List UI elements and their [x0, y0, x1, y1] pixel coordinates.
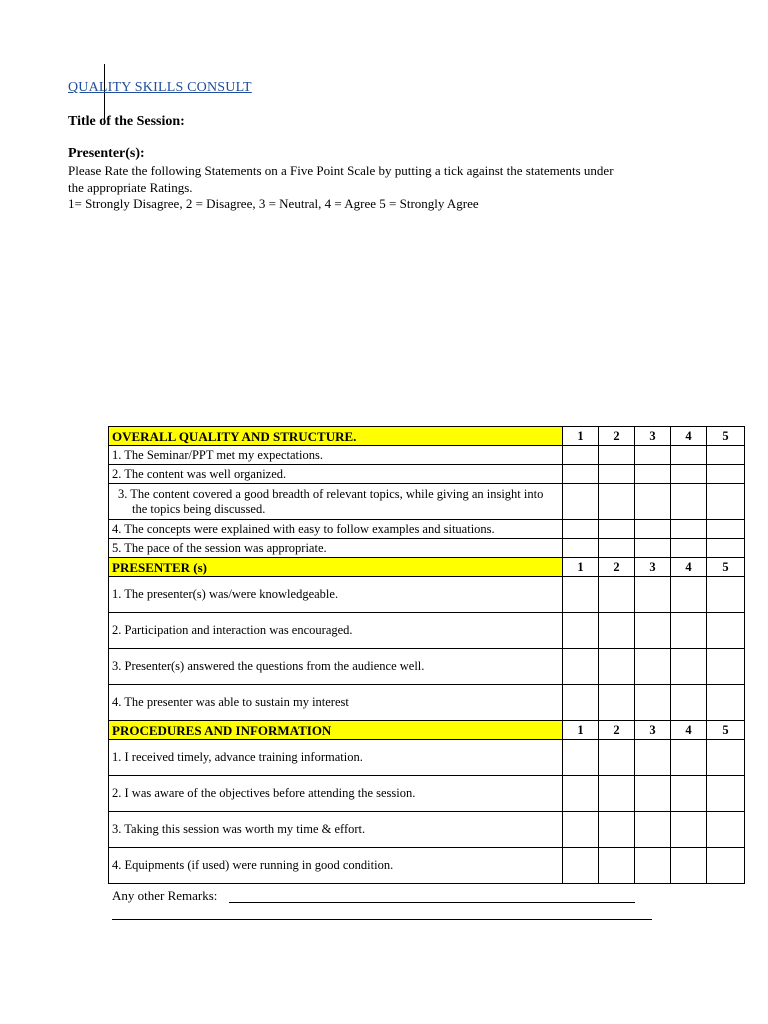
- rating-cell[interactable]: [635, 539, 671, 558]
- rating-cell[interactable]: [707, 484, 745, 520]
- statement: 3. Presenter(s) answered the questions from the audience well.: [109, 649, 563, 685]
- table-row: [109, 484, 745, 520]
- statement: [109, 484, 563, 520]
- rating-header-2: 2: [599, 721, 635, 740]
- statement: 1. The presenter(s) was/were knowledgeable.: [109, 577, 563, 613]
- statement: 2. The content was well organized.: [109, 465, 563, 484]
- rating-cell[interactable]: [599, 446, 635, 465]
- rating-cell[interactable]: [635, 520, 671, 539]
- instructions-line-2: the appropriate Ratings.: [68, 179, 193, 195]
- presenter-label: Presenter(s):: [68, 146, 145, 161]
- rating-cell[interactable]: [599, 577, 635, 613]
- rating-cell[interactable]: [635, 484, 671, 520]
- table-row: [109, 520, 745, 539]
- section-header-row: [109, 721, 745, 740]
- table-row: [109, 740, 745, 776]
- rating-cell[interactable]: [563, 685, 599, 721]
- rating-cell[interactable]: [707, 465, 745, 484]
- statement: 4. The presenter was able to sustain my interest: [109, 685, 563, 721]
- statement: 5. The pace of the session was appropriate.: [109, 539, 563, 558]
- remarks-line-2[interactable]: [112, 919, 652, 920]
- rating-scale-legend: 1= Strongly Disagree, 2 = Disagree, 3 = Neutral, 4 = Agree 5 = Strongly Agree: [68, 196, 479, 211]
- rating-cell[interactable]: [599, 740, 635, 776]
- rating-cell[interactable]: [707, 776, 745, 812]
- section-title: PROCEDURES AND INFORMATION: [109, 721, 563, 740]
- rating-cell[interactable]: [671, 812, 707, 848]
- remarks-line-1[interactable]: [229, 902, 635, 903]
- rating-header-3: 3: [635, 721, 671, 740]
- rating-cell[interactable]: [671, 613, 707, 649]
- statement: 4. The concepts were explained with easy to follow examples and situations.: [109, 520, 563, 539]
- remarks-label: Any other Remarks:: [112, 888, 218, 903]
- rating-cell[interactable]: [635, 848, 671, 884]
- table-row: [109, 613, 745, 649]
- rating-cell[interactable]: [599, 613, 635, 649]
- section-title: PRESENTER (s): [109, 558, 563, 577]
- rating-cell[interactable]: [671, 577, 707, 613]
- rating-cell[interactable]: [599, 848, 635, 884]
- rating-cell[interactable]: [599, 520, 635, 539]
- statement: 1. The Seminar/PPT met my expectations.: [109, 446, 563, 465]
- table-row: [109, 577, 745, 613]
- rating-header-1: 1: [563, 721, 599, 740]
- rating-cell[interactable]: [563, 848, 599, 884]
- rating-cell[interactable]: [707, 446, 745, 465]
- rating-cell[interactable]: [671, 520, 707, 539]
- rating-cell[interactable]: [707, 577, 745, 613]
- rating-header-2: 2: [599, 427, 635, 446]
- rating-cell[interactable]: [707, 740, 745, 776]
- section-header-row: [109, 558, 745, 577]
- instructions: [68, 163, 668, 213]
- rating-cell[interactable]: [671, 776, 707, 812]
- rating-cell[interactable]: [635, 465, 671, 484]
- table-row: [109, 649, 745, 685]
- organization-name[interactable]: QUALITY SKILLS CONSULT: [68, 80, 252, 95]
- rating-cell[interactable]: [563, 539, 599, 558]
- rating-header-4: 4: [671, 558, 707, 577]
- statement: 3. Taking this session was worth my time & effort.: [109, 812, 563, 848]
- statement: 2. Participation and interaction was encouraged.: [109, 613, 563, 649]
- rating-cell[interactable]: [707, 812, 745, 848]
- table-row: [109, 465, 745, 484]
- rating-cell[interactable]: [707, 539, 745, 558]
- rating-cell[interactable]: [599, 465, 635, 484]
- table-row: [109, 539, 745, 558]
- rating-cell[interactable]: [599, 539, 635, 558]
- rating-cell[interactable]: [563, 520, 599, 539]
- table-row: [109, 446, 745, 465]
- section-header-row: [109, 427, 745, 446]
- rating-header-4: 4: [671, 721, 707, 740]
- session-title-label: Title of the Session:: [68, 114, 185, 129]
- table-row: [109, 812, 745, 848]
- rating-cell[interactable]: [635, 812, 671, 848]
- rating-cell[interactable]: [707, 685, 745, 721]
- rating-cell[interactable]: [599, 484, 635, 520]
- rating-cell[interactable]: [563, 740, 599, 776]
- rating-cell[interactable]: [635, 685, 671, 721]
- rating-header-3: 3: [635, 427, 671, 446]
- rating-cell[interactable]: [671, 465, 707, 484]
- section-title: OVERALL QUALITY AND STRUCTURE.: [109, 427, 563, 446]
- rating-cell[interactable]: [635, 740, 671, 776]
- table-row: [109, 848, 745, 884]
- rating-cell[interactable]: [671, 740, 707, 776]
- rating-cell[interactable]: [671, 649, 707, 685]
- rating-cell[interactable]: [563, 613, 599, 649]
- rating-header-1: 1: [563, 558, 599, 577]
- rating-cell[interactable]: [599, 776, 635, 812]
- rating-cell[interactable]: [599, 685, 635, 721]
- rating-header-3: 3: [635, 558, 671, 577]
- rating-header-5: 5: [707, 721, 745, 740]
- rating-cell[interactable]: [563, 446, 599, 465]
- statement: 2. I was aware of the objectives before attending the session.: [109, 776, 563, 812]
- statement-text: 3. The content covered a good breadth of relevant topics, while giving an insight into the topics being discussed.: [118, 486, 544, 516]
- rating-cell[interactable]: [671, 848, 707, 884]
- rating-cell[interactable]: [671, 539, 707, 558]
- statement: 1. I received timely, advance training information.: [109, 740, 563, 776]
- rating-cell[interactable]: [635, 649, 671, 685]
- rating-cell[interactable]: [635, 613, 671, 649]
- rating-cell[interactable]: [635, 776, 671, 812]
- rating-header-2: 2: [599, 558, 635, 577]
- instructions-line-1: Please Rate the following Statements on a Five Point Scale by putting a tick against the statements under: [68, 163, 614, 178]
- rating-cell[interactable]: [635, 446, 671, 465]
- rating-cell[interactable]: [563, 812, 599, 848]
- rating-cell[interactable]: [707, 613, 745, 649]
- rating-cell[interactable]: [563, 465, 599, 484]
- rating-header-5: 5: [707, 558, 745, 577]
- rating-cell[interactable]: [563, 776, 599, 812]
- rating-cell[interactable]: [671, 685, 707, 721]
- statement: 4. Equipments (if used) were running in good condition.: [109, 848, 563, 884]
- rating-header-5: 5: [707, 427, 745, 446]
- rating-cell[interactable]: [563, 484, 599, 520]
- rating-cell[interactable]: [563, 577, 599, 613]
- rating-cell[interactable]: [599, 812, 635, 848]
- rating-cell[interactable]: [707, 649, 745, 685]
- rating-cell[interactable]: [599, 649, 635, 685]
- table-row: [109, 776, 745, 812]
- rating-cell[interactable]: [671, 446, 707, 465]
- rating-cell[interactable]: [707, 520, 745, 539]
- table-row: [109, 685, 745, 721]
- rating-header-4: 4: [671, 427, 707, 446]
- rating-cell[interactable]: [707, 848, 745, 884]
- rating-table: [108, 426, 745, 884]
- rating-header-1: 1: [563, 427, 599, 446]
- rating-cell[interactable]: [563, 649, 599, 685]
- rating-cell[interactable]: [671, 484, 707, 520]
- rating-cell[interactable]: [635, 577, 671, 613]
